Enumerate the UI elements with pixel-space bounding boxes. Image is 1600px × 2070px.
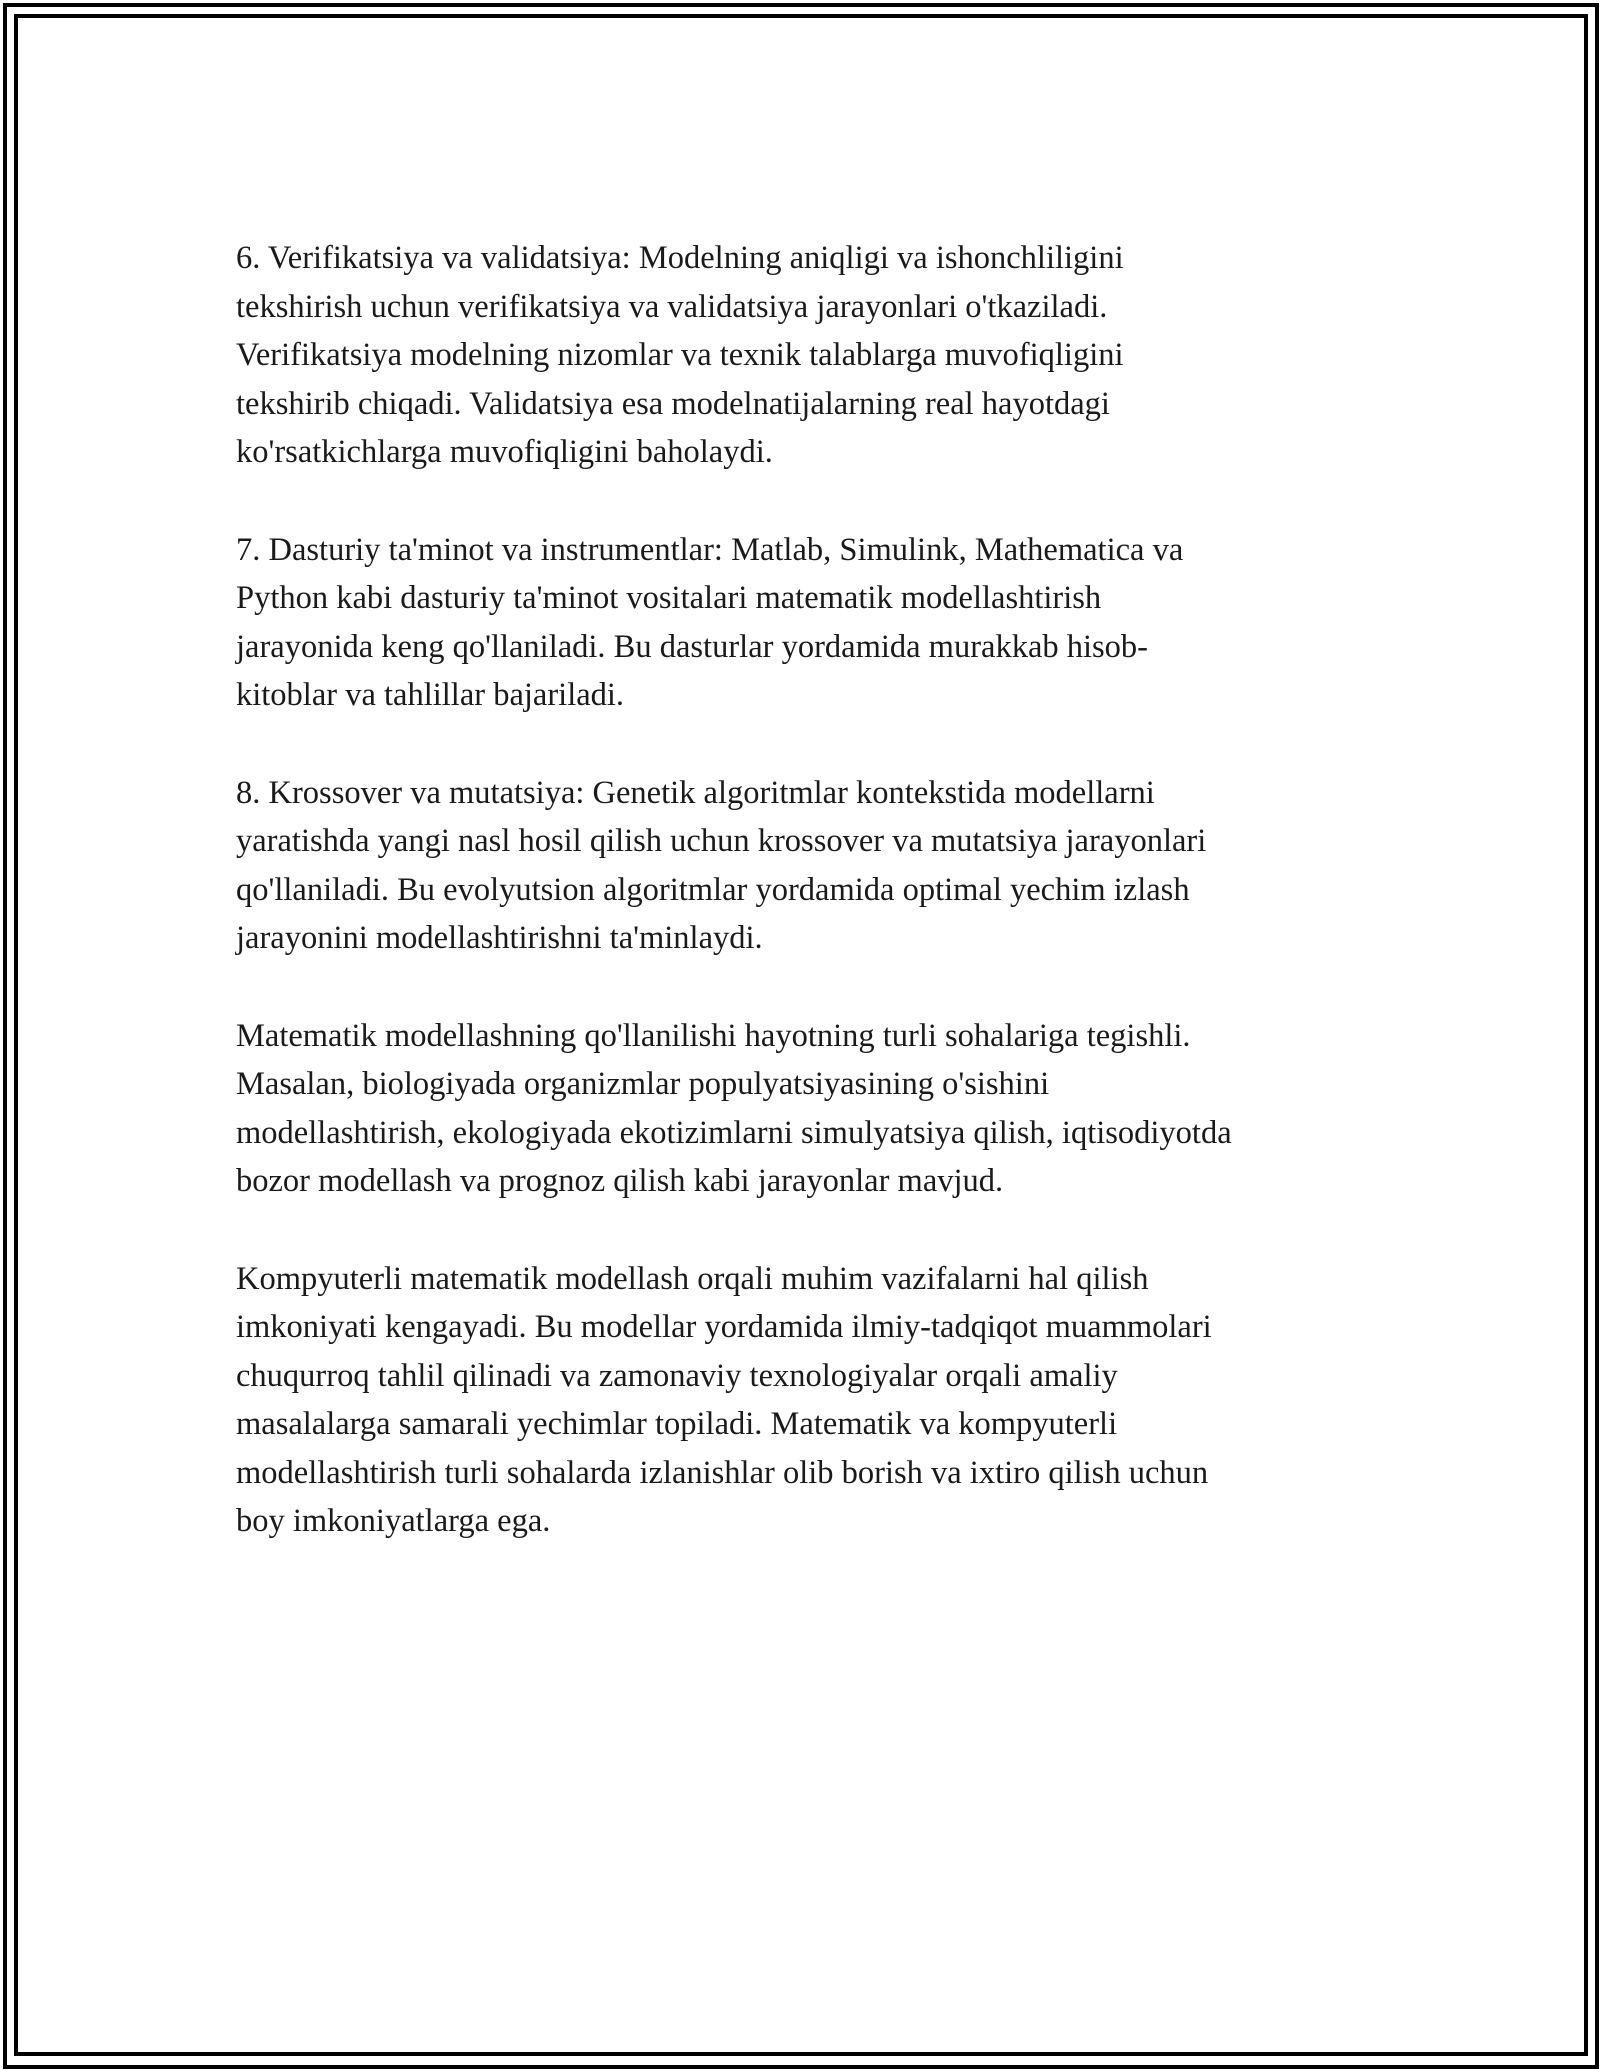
document-body: [236, 234, 1376, 1595]
paragraph-applications: Matematik modellashning qo'llanilishi hayotning turli sohalariga tegishli. Masalan, biologiyada organizmlar populyatsiyasining o'sishini modellashtirish, ekologiyada ekotizimlarni simulyatsiya qilish, iqtisodiyotda bozor modellash va prognoz qilish kabi jarayonlar mavjud.: [236, 1017, 1232, 1199]
paragraph-verification: 6. Verifikatsiya va validatsiya: Modelning aniqligi va ishonchliligini tekshirish uchun verifikatsiya va validatsiya jarayonlari o'tkaziladi. Verifikatsiya modelning nizomlar va texnik talablarga muvofiqligini tekshirib chiqadi. Validatsiya esa modelnatijalarning real hayotdagi ko'rsatkichlarga muvofiqligini baholaydi.: [236, 240, 1124, 470]
paragraph-conclusion: Kompyuterli matematik modellash orqali muhim vazifalarni hal qilish imkoniyati kengayadi. Bu modellar yordamida ilmiy-tadqiqot muammolari chuqurroq tahlil qilinadi va zamonaviy texnologiyalar orqali amaliy masalalarga samarali yechimlar topiladi. Matematik va kompyuterli modellashtirish turli sohalarda izlanishlar olib borish va ixtiro qilish uchun boy imkoniyatlarga ega.: [236, 1260, 1212, 1539]
paragraph-software-tools: 7. Dasturiy ta'minot va instrumentlar: Matlab, Simulink, Mathematica va Python kabi dasturiy ta'minot vositalari matematik modellashtirish jarayonida keng qo'llaniladi. Bu dasturlar yordamida murakkab hisob- kitoblar va tahlillar bajariladi.: [236, 531, 1184, 713]
paragraph-crossover-mutation: 8. Krossover va mutatsiya: Genetik algoritmlar kontekstida modellarni yaratishda yangi nasl hosil qilish uchun krossover va mutatsiya jarayonlari qo'llaniladi. Bu evolyutsion algoritmlar yordamida optimal yechim izlash jarayonini modellashtirishni ta'minlaydi.: [236, 774, 1207, 956]
